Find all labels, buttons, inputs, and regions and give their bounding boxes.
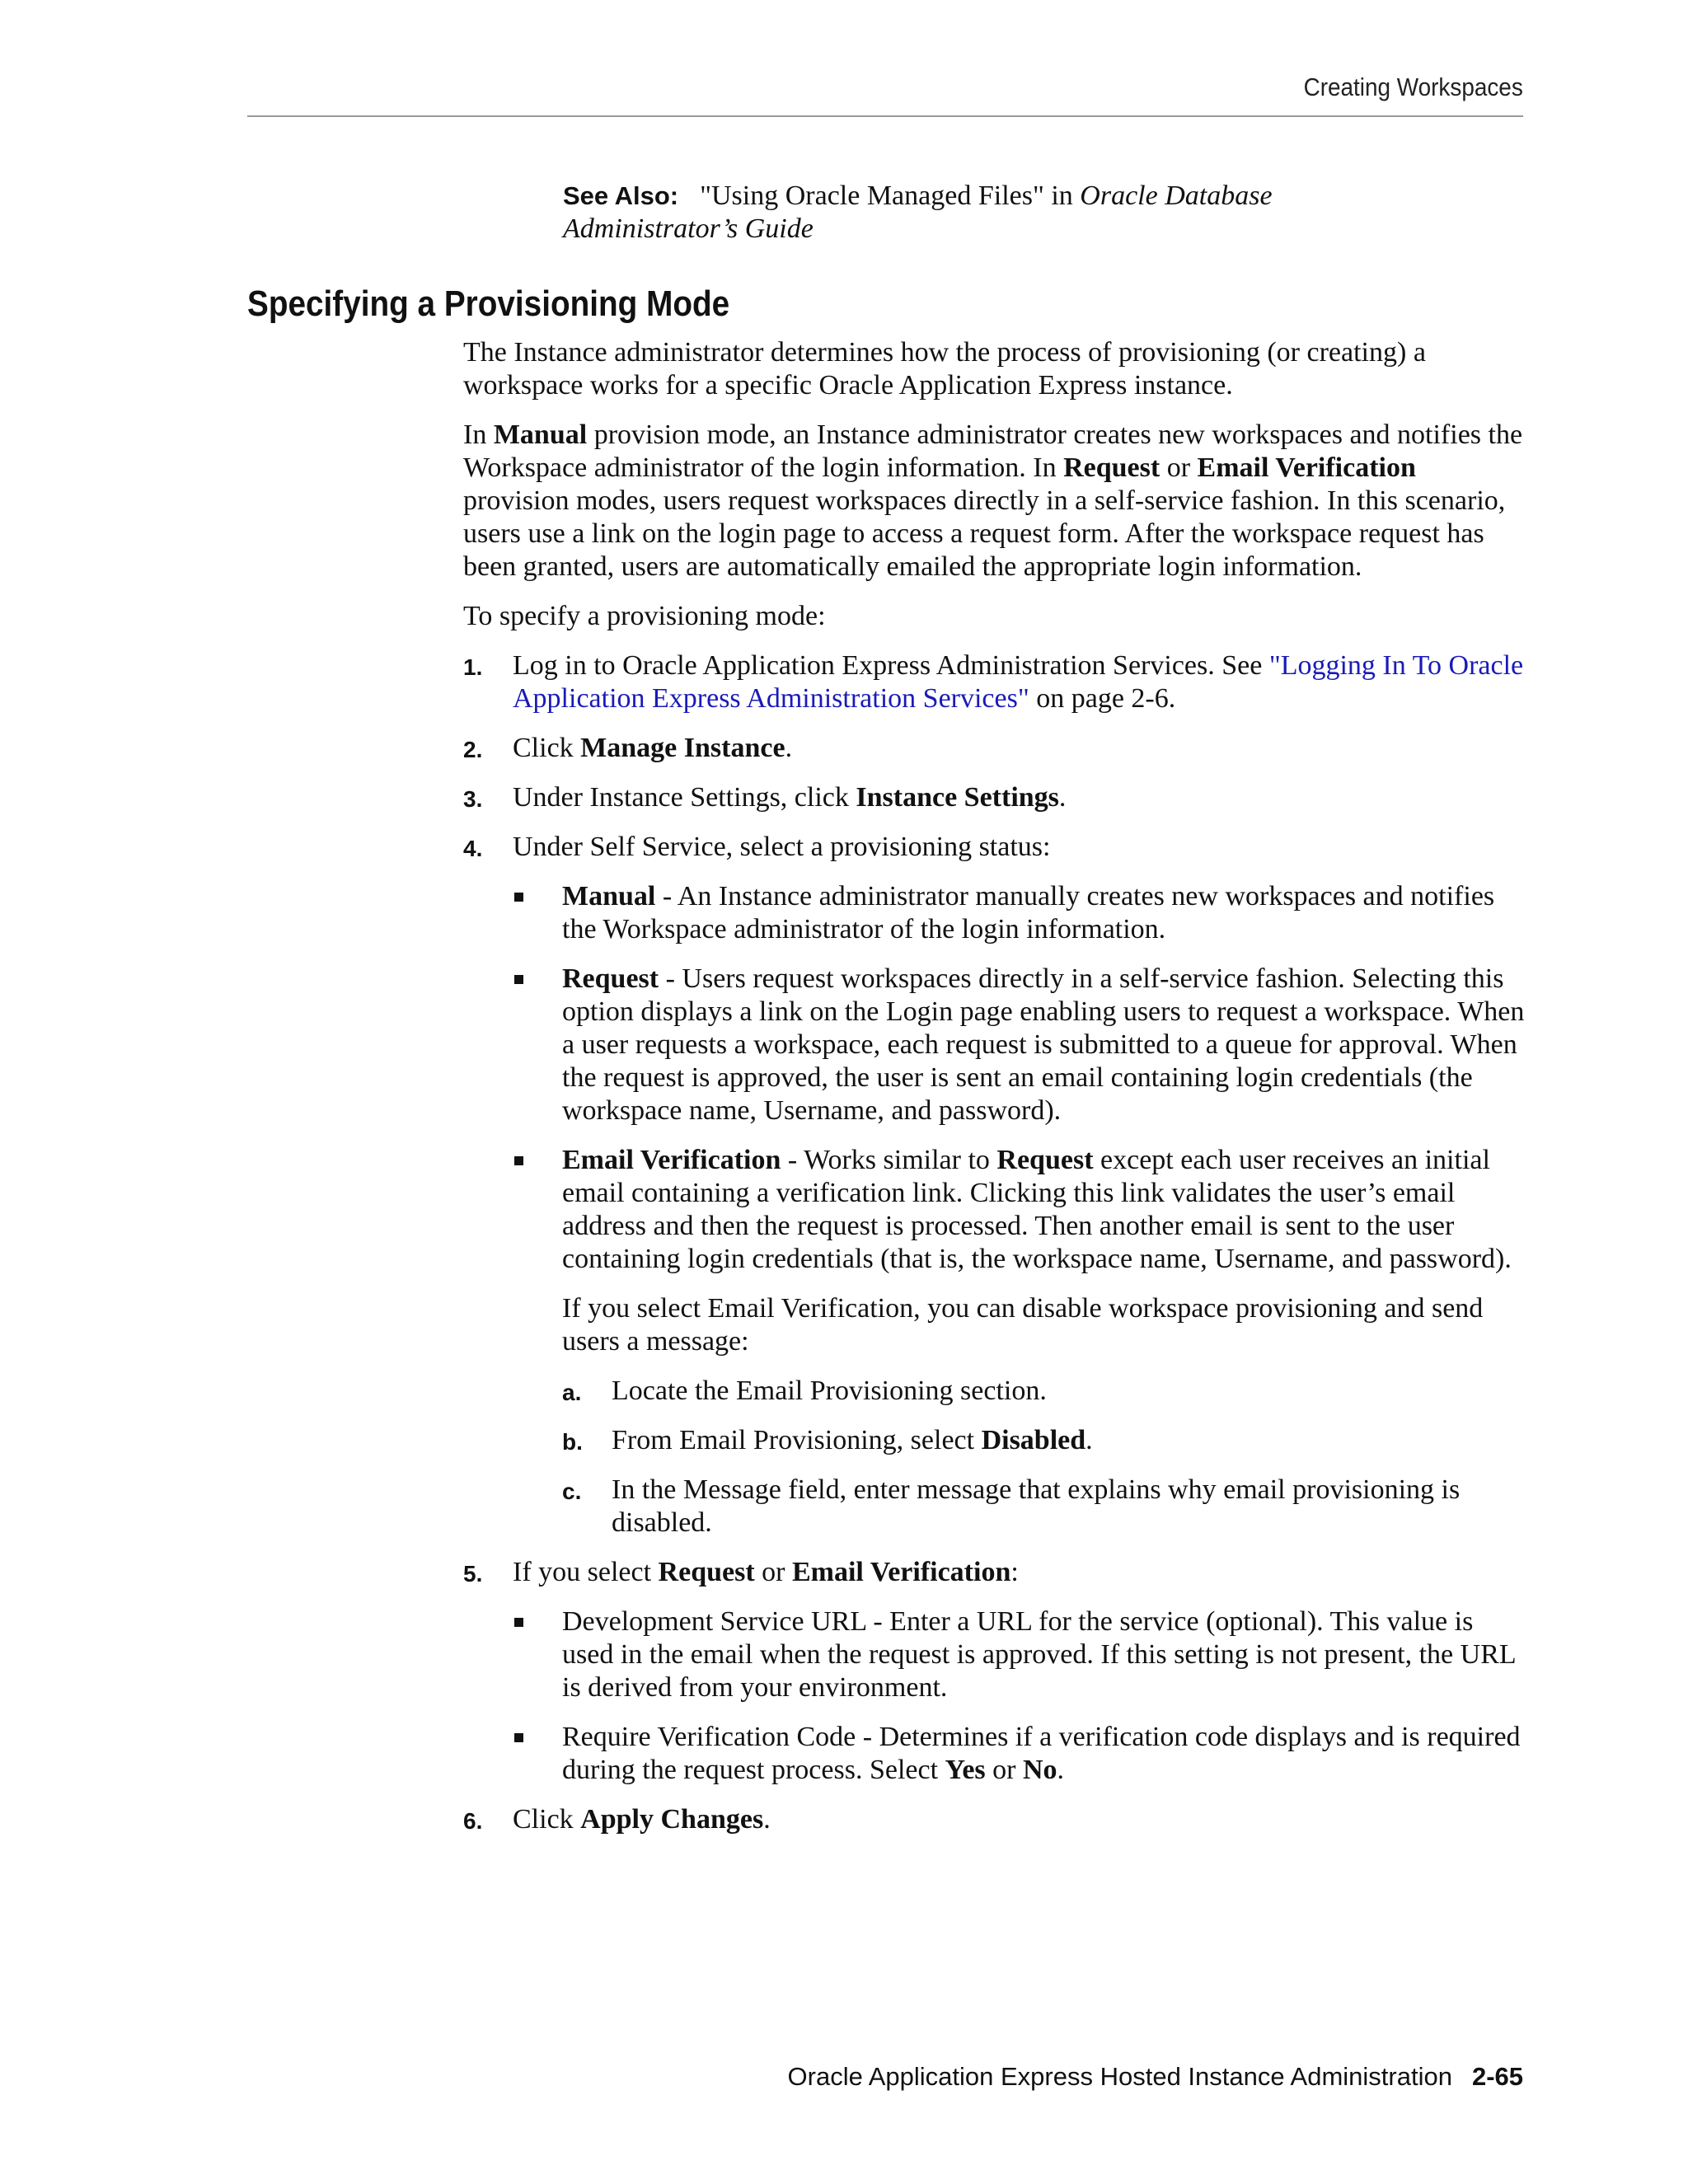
bullet-icon [514,1733,523,1742]
email-verification-note: If you select Email Verification, you can disable workspace provisioning and send users a message: [562,1293,1484,1357]
text-run: If you select [513,1557,659,1587]
step-number: 6. [463,1808,483,1834]
step-number: 5. [463,1561,483,1586]
text-run-bold: Email Verification [791,1557,1011,1587]
text-run: Under Instance Settings, click [513,782,856,813]
footer-title: Oracle Application Express Hosted Instance Administration [787,2062,1452,2091]
substep-c [562,1474,1526,1540]
text-run: provision modes, users request workspaces directly in a self-service fashion. In this scenario, users use a link on the login page to access a request form. After the workspace request has been granted, users are automatically emailed the appropriate login information. [463,485,1506,582]
text-run: From Email Provisioning, select [612,1425,982,1455]
list-item-verification-code [513,1721,1526,1787]
provisioning-status-list [513,880,1526,1540]
step-5 [463,1556,1526,1787]
text-run-bold: Apply Changes [580,1804,764,1835]
text-run-bold: Disabled [981,1425,1086,1455]
see-also-text: "Using Oracle Managed Files" in [700,180,1081,211]
text-run-bold: Email Verification [562,1145,781,1175]
text-run-bold: Yes [945,1755,986,1785]
text-run: except each user receives an initial email containing a verification link. Clicking this link validates the user’s email address and then the request is processed. Then another email is sent to the user containing login credentials (that is, the workspace name, Username, and password). [562,1145,1512,1274]
text-run: Click [513,1804,581,1835]
substep-b [562,1424,1526,1457]
see-also-note [563,180,1387,246]
procedure-intro: To specify a provisioning mode: [463,601,826,631]
substep-label: c. [562,1479,582,1504]
see-also-label: See Also: [563,181,679,210]
step-1 [463,649,1526,715]
procedure-steps [463,649,1526,1836]
step-number: 4. [463,836,483,861]
step-6 [463,1803,1526,1836]
section-title: Specifying a Provisioning Mode [247,284,730,324]
step-4 [463,831,1526,1540]
text-run: : [1010,1557,1019,1587]
see-also-book-title: Oracle Database Administrator’s Guide [563,180,1273,244]
substep-a [562,1375,1526,1408]
bullet-icon [514,893,523,902]
text-run: - An Instance administrator manually creates new workspaces and notifies the Workspace administrator of the login information. [562,881,1495,944]
step-number: 1. [463,654,483,680]
step-number: 3. [463,786,483,812]
text-run-bold: Email Verification [1197,452,1416,483]
text-run: or [985,1755,1023,1785]
text-run-bold: No [1022,1755,1057,1785]
text-run: Log in to Oracle Application Express Administration Services. See [513,650,1269,681]
step-3 [463,781,1526,814]
list-item-dev-service-url [513,1605,1526,1704]
text-run-bold: Request [562,963,659,994]
cross-reference-link[interactable]: "Logging In To Oracle Application Express Administration Services" [513,650,1524,714]
text-run: provision mode, an Instance administrator creates new workspaces and notifies the Workspace administrator of the login information. In [463,419,1523,483]
text-run: In [463,419,494,450]
text-run-bold: Request [1063,452,1160,483]
text-run: . [1058,782,1067,813]
running-header: Creating Workspaces [1303,73,1523,101]
page-number: 2-65 [1471,2062,1523,2091]
text-run: . [763,1804,771,1835]
request-options-list [513,1605,1526,1787]
text-run: Click [513,733,581,763]
bullet-icon [514,1156,523,1165]
text-run: on page 2-6. [1029,683,1176,714]
section-body [463,336,1526,1853]
text-run-bold: Request [996,1145,1094,1175]
header-rule [247,115,1523,117]
bullet-icon [514,975,523,984]
text-run: In the Message field, enter message that explains why email provisioning is disabled. [612,1474,1461,1538]
bullet-icon [514,1618,523,1627]
text-run-bold: Request [658,1557,755,1587]
text-run: . [1085,1425,1093,1455]
list-item-manual [513,880,1526,946]
text-run-bold: Manual [562,881,656,912]
text-run-bold: Instance Settings [856,782,1059,813]
text-run: or [1160,452,1198,483]
text-run-bold: Manage Instance [580,733,785,763]
text-run: Development Service URL - Enter a URL for the service (optional). This value is used in the email when the request is approved. If this setting is not present, the URL is derived from your environment. [562,1606,1516,1703]
text-run: Under Self Service, select a provisioning status: [513,832,1051,862]
text-run-bold: Manual [493,419,588,450]
step-number: 2. [463,737,483,762]
text-run: Require Verification Code - Determines if a verification code displays and is required during the request process. Select [562,1722,1521,1785]
text-run: - Users request workspaces directly in a self-service fashion. Selecting this option displays a link on the Login page enabling users to request a workspace. When a user requests a workspace, each request is submitted to a queue for approval. When the request is approved, the user is sent an email containing login credentials (the workspace name, Username, and password). [562,963,1525,1126]
list-item-email-verification [513,1144,1526,1540]
text-run: - Works similar to [781,1145,997,1175]
page-footer [788,2062,1523,2092]
email-substeps [562,1375,1526,1540]
substep-label: a. [562,1380,582,1405]
intro-paragraph: The Instance administrator determines how the process of provisioning (or creating) a workspace works for a specific Oracle Application Express instance. [463,337,1426,401]
step-2 [463,732,1526,765]
modes-paragraph [463,419,1526,583]
text-run: or [754,1557,792,1587]
text-run: . [1057,1755,1065,1785]
list-item-request [513,963,1526,1127]
substep-label: b. [562,1429,583,1455]
text-run: . [785,733,793,763]
text-run: Locate the Email Provisioning section. [612,1376,1047,1406]
